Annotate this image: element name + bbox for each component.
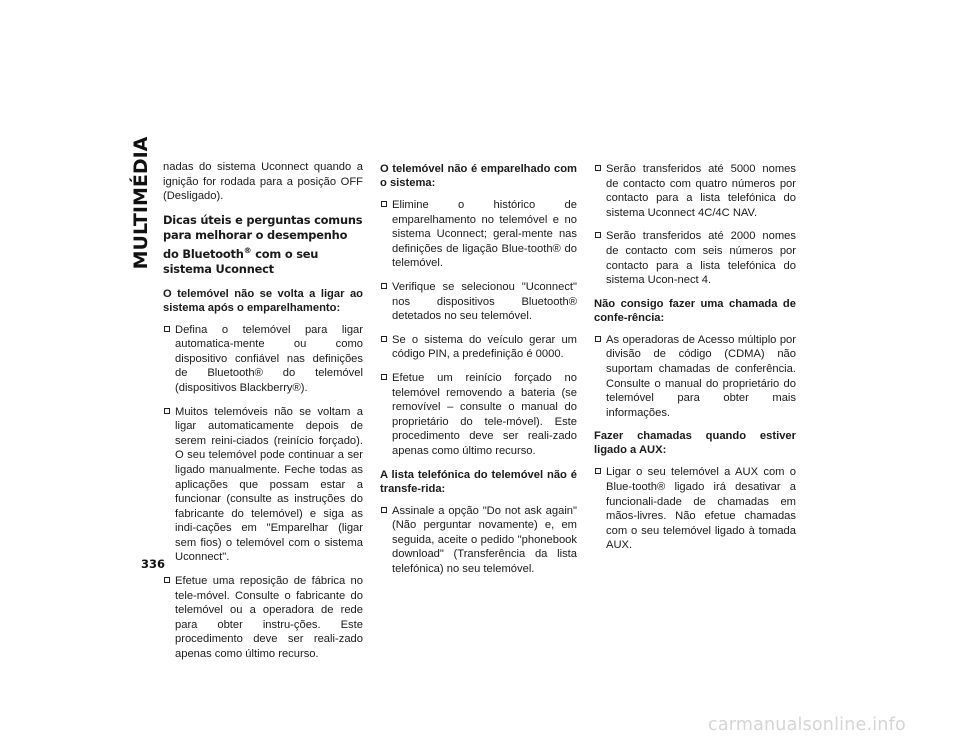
list-item-text: Serão transferidos até 2000 nomes de contacto com seis números por contacto para a lista telefónica do sistema Ucon-nect 4. (606, 230, 796, 287)
list-item-text: Ligar o seu telemóvel a AUX com o Blue-tooth® ligado irá desativar a funcionali-dade de chamadas em mãos-livres. Não efetue chamadas com o seu telemóvel ligado à tomada AUX. (606, 466, 796, 552)
list-item-text: Efetue um reinício forçado no telemóvel removendo a bateria (se removível – consulte o manual do proprietário do tele-móvel). Este procedimento deve ser reali-zado apenas como último recurso. (392, 371, 577, 457)
list-item-text: As operadoras de Acesso múltiplo por divisão de código (CDMA) não suportam chamadas de conferência. Consulte o manual do proprietário do telemóvel para obter mais informações. (606, 333, 796, 419)
checkbox-bullet-icon (381, 336, 387, 342)
checkbox-bullet-icon (381, 283, 387, 289)
section-heading (163, 213, 363, 277)
list-item (380, 504, 577, 577)
column-3 (594, 162, 796, 562)
checkbox-bullet-icon (381, 507, 387, 513)
list-item (163, 323, 363, 396)
checkbox-bullet-icon (381, 374, 387, 380)
question-heading: O telemóvel não se volta a ligar ao sistema após o emparelhamento: (163, 287, 363, 314)
list-item-text: Se o sistema do veículo gerar um código PIN, a predefinição é 0000. (392, 333, 577, 361)
checkbox-bullet-icon (595, 165, 601, 171)
list-item-text: Defina o telemóvel para ligar automatica-mente ou como dispositivo confiável nas definições de Bluetooth® do telemóvel (dispositivos Blackberry®). (175, 323, 363, 394)
side-tab-rule (155, 150, 156, 550)
checkbox-bullet-icon (381, 201, 387, 207)
checkbox-bullet-icon (595, 468, 601, 474)
section-heading-part1: Dicas úteis e perguntas comuns para melhorar o desempenho do Bluetooth (163, 212, 363, 261)
registered-mark: ® (243, 245, 252, 255)
checkbox-bullet-icon (164, 408, 170, 414)
list-item (163, 574, 363, 662)
list-item-text: Serão transferidos até 5000 nomes de contacto com quatro números por contacto para a lista telefónica do sistema Uconnect 4C/4C NAV. (606, 163, 796, 219)
watermark: carmanualsonline.info (708, 715, 906, 735)
checkbox-bullet-icon (164, 326, 170, 332)
list-item (594, 465, 796, 553)
list-item (380, 333, 577, 362)
section-side-tab-label: MULTIMÉDIA (130, 136, 152, 269)
bullet-list (380, 504, 577, 577)
list-item (380, 371, 577, 459)
bullet-list (163, 323, 363, 662)
bullet-list (594, 333, 796, 421)
question-heading: Fazer chamadas quando estiver ligado a AUX: (594, 430, 796, 457)
list-item-text: Assinale a opção "Do not ask again" (Não perguntar novamente) e, em seguida, aceite o pedido "phonebook download" (Transferência da lista telefónica) no seu telemóvel. (392, 504, 577, 575)
bullet-list (594, 162, 796, 288)
bullet-list (380, 198, 577, 459)
list-item (594, 333, 796, 421)
checkbox-bullet-icon (164, 577, 170, 583)
list-item-text: Verifique se selecionou "Uconnect" nos dispositivos Bluetooth® detetados no seu telemóvel. (392, 280, 577, 323)
question-heading: A lista telefónica do telemóvel não é transfe-rida: (380, 468, 577, 495)
intro-paragraph: nadas do sistema Uconnect quando a ignição for rodada para a posição OFF (Desligado). (163, 161, 363, 203)
page-number: 336 (141, 557, 166, 571)
checkbox-bullet-icon (595, 232, 601, 238)
list-item (163, 405, 363, 566)
list-item (380, 280, 577, 324)
list-item (594, 229, 796, 287)
checkbox-bullet-icon (595, 336, 601, 342)
list-item (380, 198, 577, 271)
section-heading-part2: com o seu sistema Uconnect (163, 246, 319, 276)
question-heading: Não consigo fazer uma chamada de confe-rência: (594, 297, 796, 324)
question-heading: O telemóvel não é emparelhado com o sistema: (380, 163, 577, 189)
bullet-list (594, 465, 796, 553)
list-item-text: Elimine o histórico de emparelhamento no telemóvel e no sistema Uconnect; geral-mente nas definições de ligação Blue-tooth® do telemóvel. (392, 199, 577, 270)
list-item (594, 162, 796, 220)
list-item-text: Efetue uma reposição de fábrica no tele-móvel. Consulte o fabricante do telemóvel ou a operadora de rede para obter instru-ções. Este procedimento deve ser reali-zado apenas como último recurso. (175, 575, 363, 661)
section-side-tab (126, 136, 156, 269)
column-2 (380, 162, 577, 585)
column-1 (163, 160, 363, 671)
list-item-text: Muitos telemóveis não se voltam a ligar automaticamente depois de serem reini-ciados (reinício forçado). O seu telemóvel pode continuar a ser ligado manualmente. Feche todas as aplicações que possam estar a funcionar (consulte as instruções do fabricante do telemóvel) e siga as indi-cações em "Emparelhar (ligar sem fios) o telemóvel com o sistema Uconnect". (175, 405, 363, 564)
